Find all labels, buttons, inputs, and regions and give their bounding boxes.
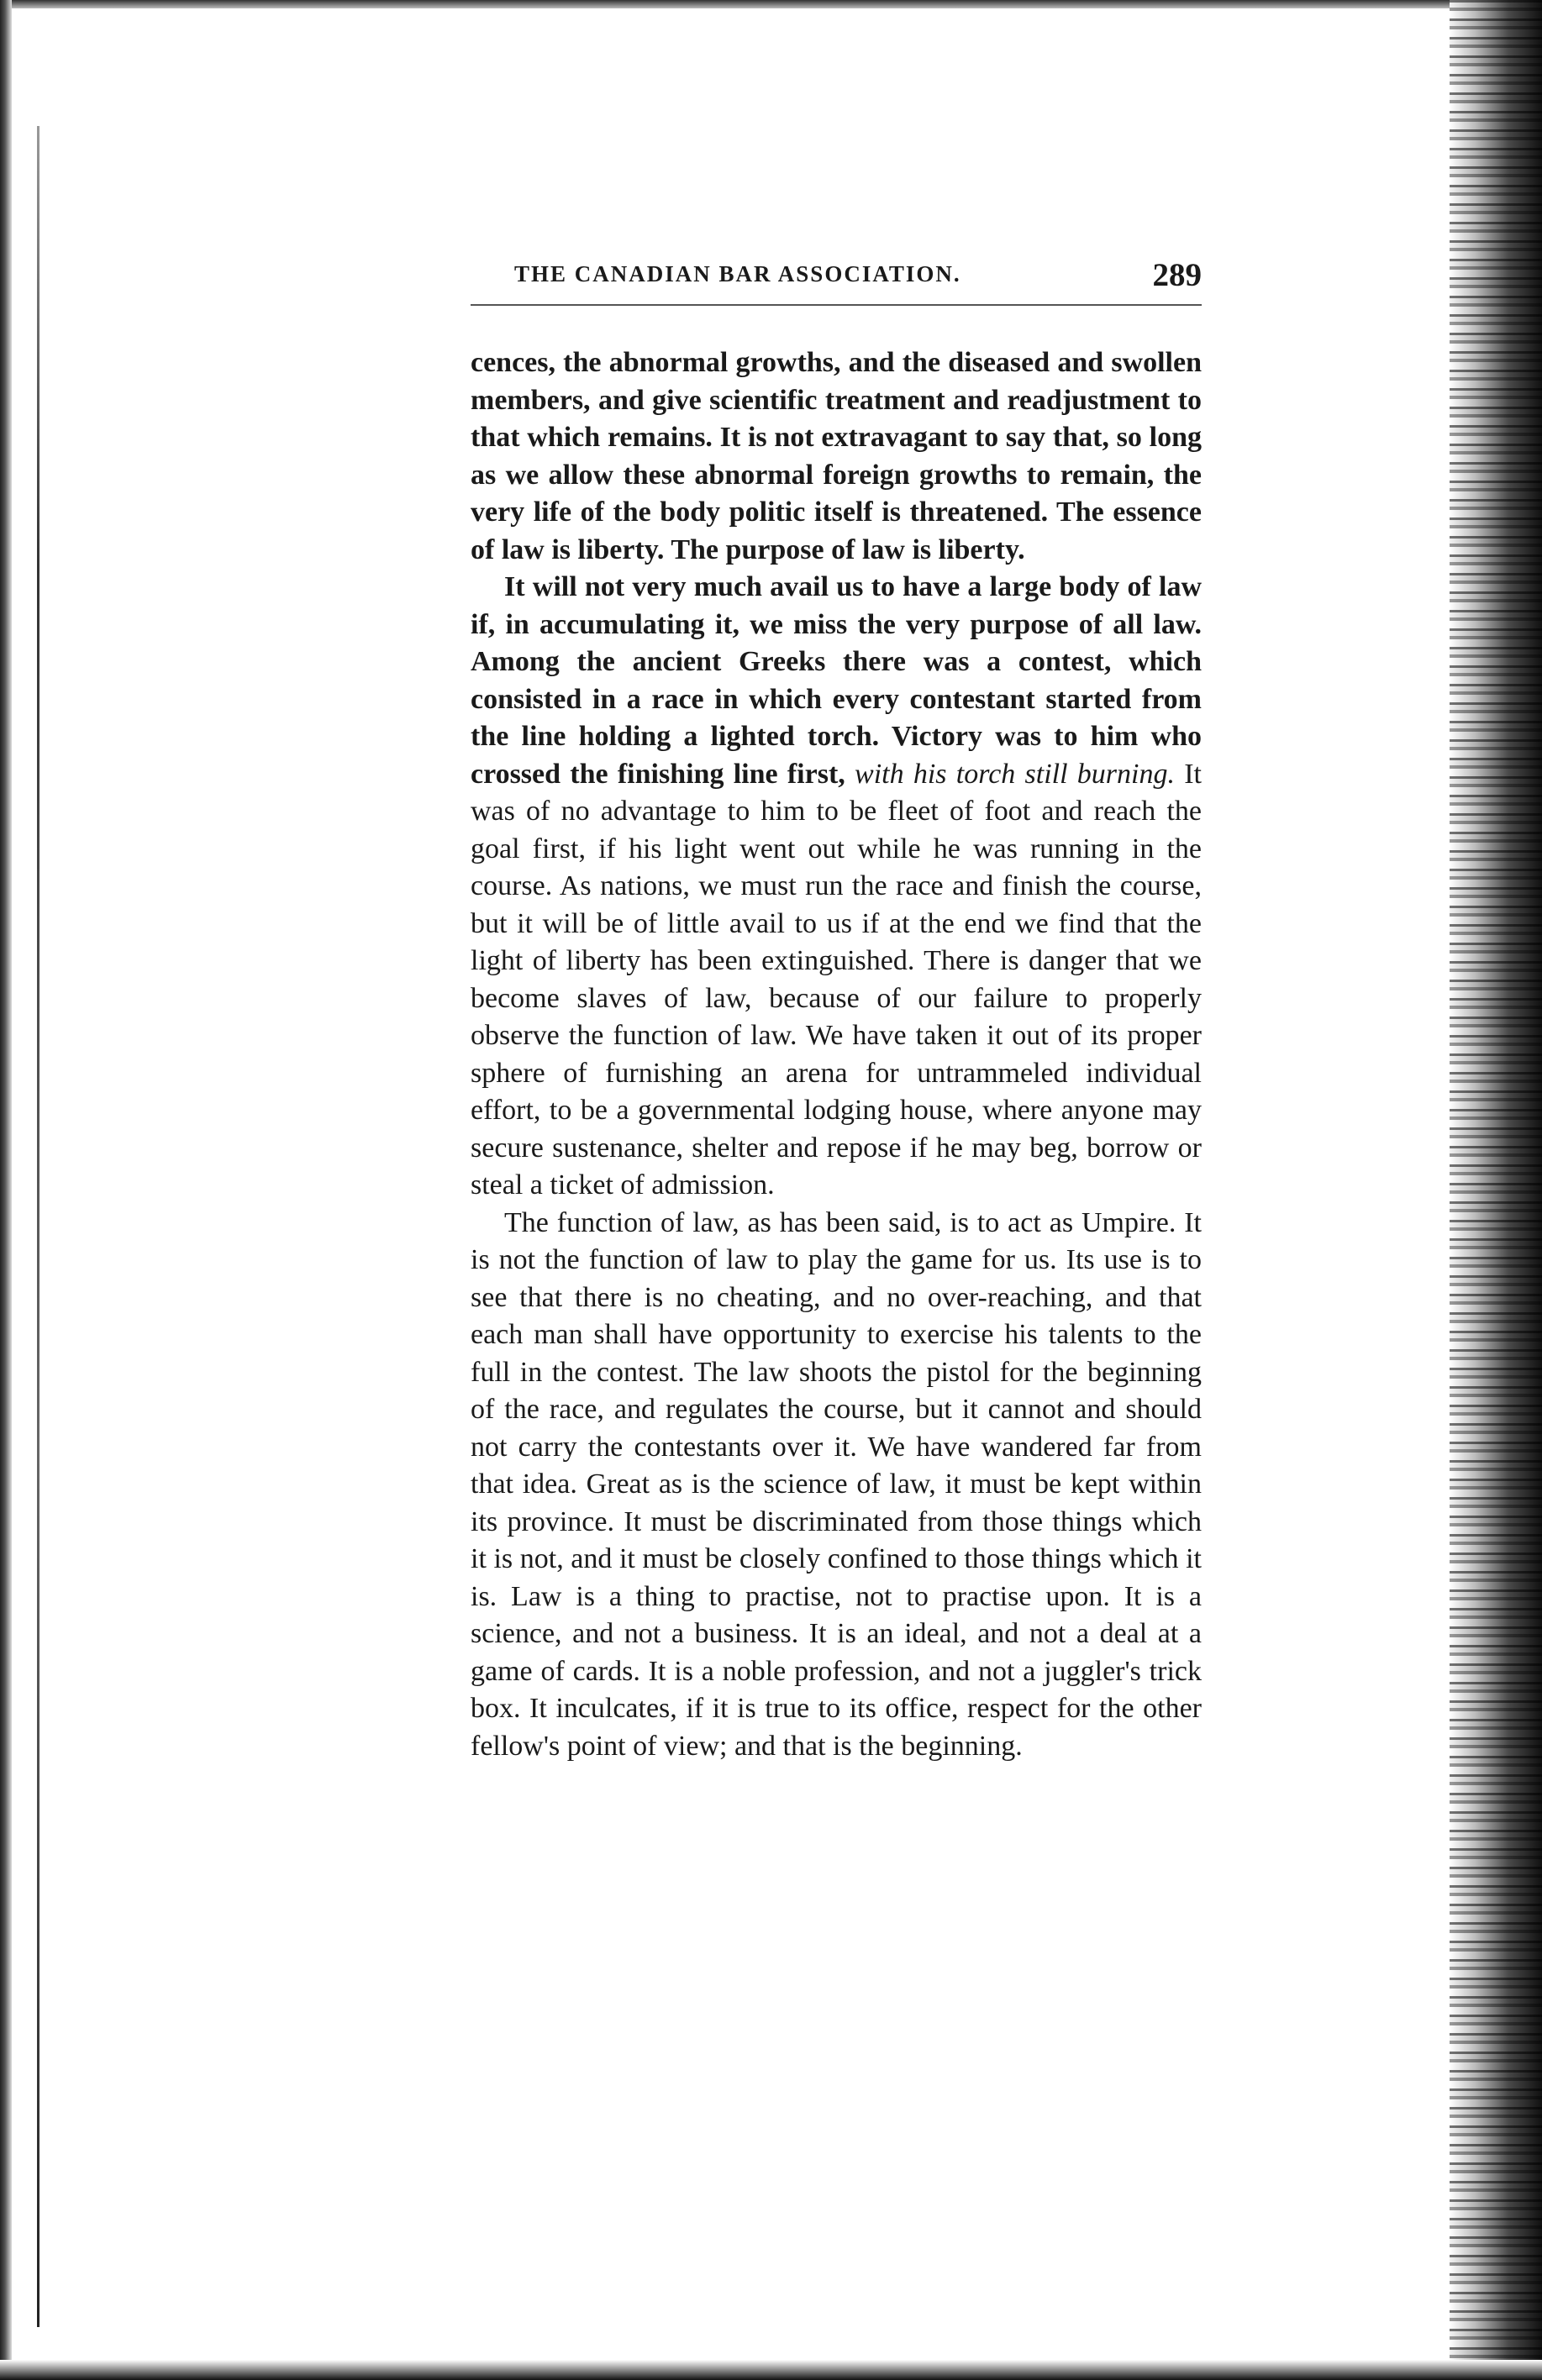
scan-edge-right — [1450, 0, 1542, 2380]
paragraph-2 — [471, 569, 1202, 1205]
paragraph-3: The function of law, as has been said, is to act as Umpire. It is not the function of law to play the game for us. Its use is to see that there is no cheating, and no over-reaching, and that each man shall have opportunity to exercise his talents to the full in the contest. The law shoots the pistol for the beginning of the race, and regulates the course, but it cannot and should not carry the contestants over it. We have wandered far from that idea. Great as is the science of law, it must be kept within its province. It must be discriminated from those things which it is not, and it must be closely confined to those things which it is. Law is a thing to practise, not to practise upon. It is a science, and not a business. It is an ideal, and not a deal at a game of cards. It is a noble profession, and not a juggler's trick box. It inculcates, if it is true to its office, respect for the other fellow's point of view; and that is the beginning. — [471, 1206, 1202, 1762]
body-text — [471, 344, 1202, 1765]
page-number: 289 — [1152, 257, 1202, 293]
paragraph-2-italic: with his torch still burning. — [855, 758, 1175, 790]
binding-gutter-line — [37, 126, 39, 2327]
page-header — [471, 256, 1202, 298]
scan-edge-left — [0, 0, 12, 2380]
header-rule — [471, 304, 1202, 306]
paragraph-1: cences, the abnormal growths, and the diseased and swollen members, and give scientific treatment and readjustment to that which remains. It is not extravagant to say that, so long as we allow these abnormal foreign growths to remain, the very life of the body politic itself is threatened. The essence of law is liberty. The purpose of law is liberty. — [471, 347, 1202, 565]
scan-edge-top — [0, 0, 1542, 8]
paragraph-2-text: It will not very much avail us to have a large body of law if, in accumulating it, we miss the very purpose of all law. Among the ancient Greeks there was a contest, which consisted in a race in which every contestant started from the line holding a lighted torch. Victory was to him who crossed the finishing line first, — [471, 571, 1202, 790]
paragraph-2-continuation: It was of no advantage to him to be fleet of foot and reach the goal first, if his light went out while he was running in the course. As nations, we must run the race and finish the course, but it will be of little avail to us if at the end we find that the light of liberty has been extinguished. There is danger that we become slaves of law, because of our failure to properly observe the function of law. We have taken it out of its proper sphere of furnishing an arena for untrammeled individual effort, to be a governmental lodging house, where anyone may secure sustenance, shelter and repose if he may beg, borrow or steal a ticket of admission. — [471, 758, 1203, 1201]
running-head: THE CANADIAN BAR ASSOCIATION. — [514, 261, 961, 286]
scan-edge-bottom — [0, 2360, 1542, 2380]
